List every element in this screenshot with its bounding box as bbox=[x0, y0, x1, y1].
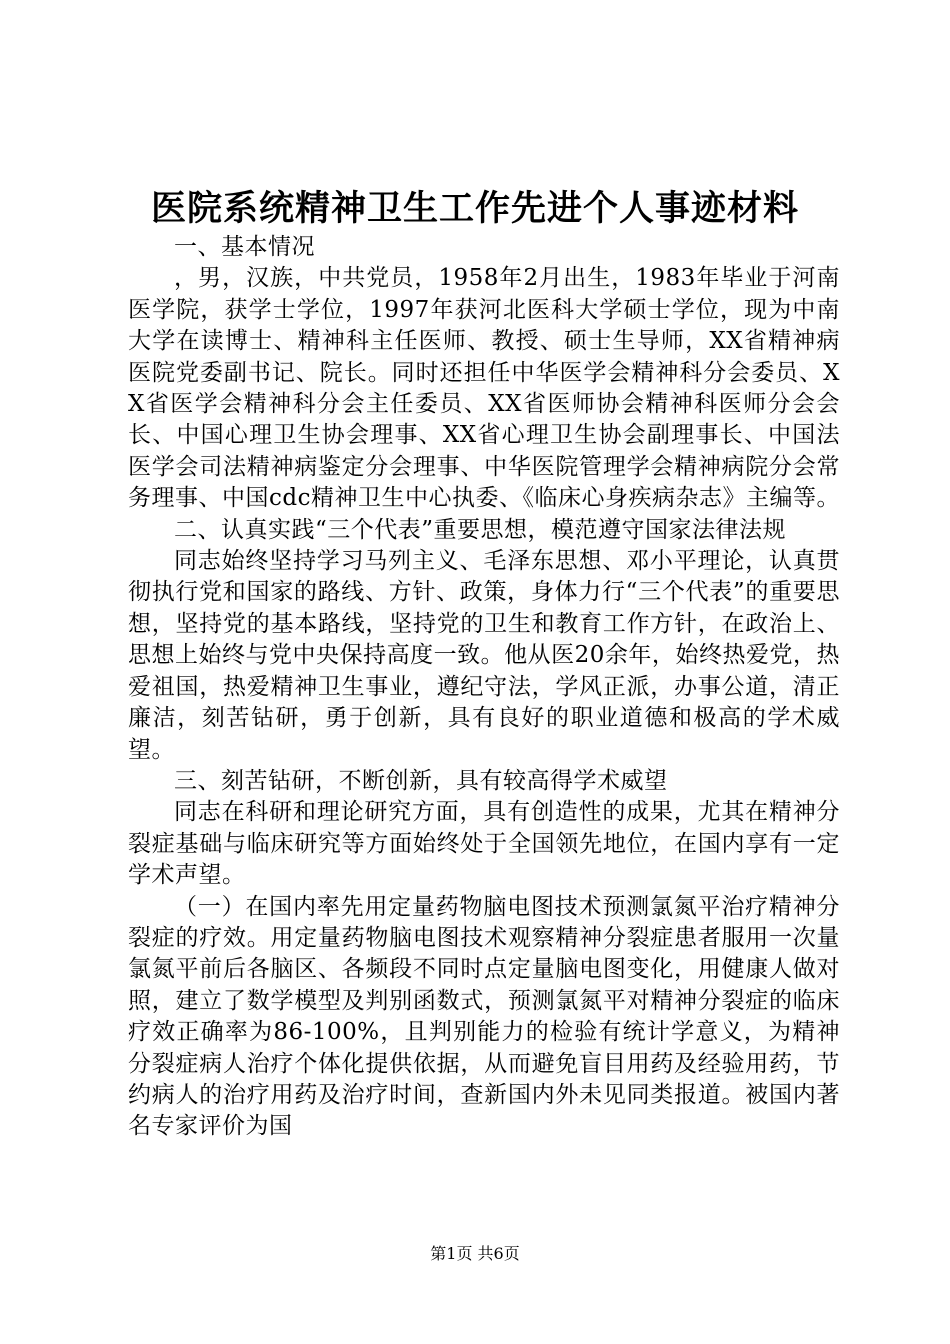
document-title: 医院系统精神卫生工作先进个人事迹材料 bbox=[150, 188, 799, 229]
paragraph-three-represents: 同志始终坚持学习马列主义、毛泽东思想、邓小平理论，认真贯彻执行党和国家的路线、方针、政策，身体力行“三个代表”的重要思想，坚持党的基本路线，坚持党的卫生和教育工作方针，在政治上、思想上始终与党中央保持高度一致。他从医20余年，始终热爱党，热爱祖国，热爱精神卫生事业，遵纪守法，学风正派，办事公道，清正廉洁，刻苦钻研，勇于创新，具有良好的职业道德和极高的学术威望。 bbox=[128, 548, 840, 763]
section-heading-basic-info: 一、基本情况 bbox=[174, 234, 315, 260]
page-number-footer: 第1页 共6页 bbox=[430, 1244, 520, 1263]
paragraph-research-item-1: （一）在国内率先用定量药物脑电图技术预测氯氮平治疗精神分裂症的疗效。用定量药物脑电图技术观察精神分裂症患者服用一次量氯氮平前后各脑区、各频段不同时点定量脑电图变化，用健康人做对照，建立了数学模型及判别函数式，预测氯氮平对精神分裂症的临床疗效正确率为86-100%，且判别能力的检验有统计学意义，为精神分裂症病人治疗个体化提供依据，从而避免盲目用药及经验用药，节约病人的治疗用药及治疗时间，查新国内外未见同类报道。被国内著名专家评价为国 bbox=[128, 893, 840, 1140]
paragraph-research-intro: 同志在科研和理论研究方面，具有创造性的成果，尤其在精神分裂症基础与临床研究等方面始终处于全国领先地位，在国内享有一定学术声望。 bbox=[128, 799, 840, 889]
section-heading-three-represents: 二、认真实践“三个代表”重要思想，模范遵守国家法律法规 bbox=[174, 516, 787, 543]
section-heading-research: 三、刻苦钻研，不断创新，具有较高得学术威望 bbox=[174, 767, 668, 794]
document-body bbox=[128, 232, 840, 1143]
paragraph-basic-info: ，男，汉族，中共党员，1958年2月出生，1983年毕业于河南医学院，获学士学位，1997年获河北医科大学硕士学位，现为中南大学在读博士、精神科主任医师、教授、硕士生导师，XX省精神病医院党委副书记、院长。同时还担任中华医学会精神科分会委员、XX省医学会精神科分会主任委员、XX省医师协会精神科医师分会会长、中国心理卫生协会理事、XX省心理卫生协会副理事长、中国法医学会司法精神病鉴定分会理事、中华医院管理学会精神病院分会常务理事、中国cdc精神卫生中心执委、《临床心身疾病杂志》主编等。 bbox=[128, 265, 840, 512]
